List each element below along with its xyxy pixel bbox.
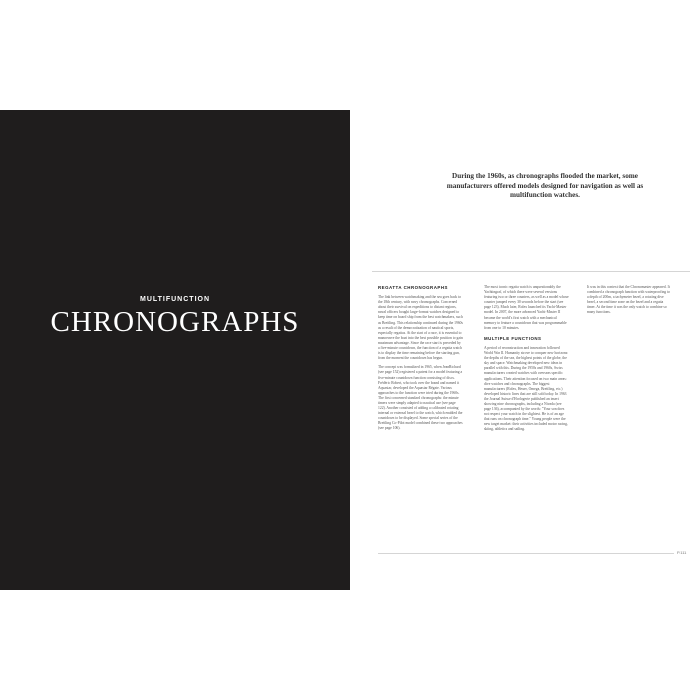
right-page: [350, 110, 700, 590]
section-heading-regatta: REGATTA CHRONOGRAPHS: [378, 285, 448, 290]
section-kicker: MULTIFUNCTION: [139, 296, 211, 303]
paragraph: The link between watchmaking and the sea goes back to the 18th century, with navy chronographs. Concerned about their survival on expeditions to distant regions, naval officers bought large-format watches designed to keep time on board ship from the best watchmakers, such as Breitling. This relationship continued during the 1960s as a result of the democratization of nautical sports, especially regattas. At the start of a race, it is essential to manoeuvre the boat into the best possible position to gain maximum advantage. Since the race start is preceded by a five-minute countdown, the function of a regatta watch is to display the time remaining before the starting gun, from the moment the countdown has begun.: [378, 295, 463, 361]
paragraph: The concept was formalized in 1965, when JeanRichard (see page 152) registered a patent for a model featuring a five-minute countdown function consisting of discs. Frédéric Robert, who took over the brand and named it Aquastar, developed the Aquastar Régate. Various approaches to the function were tried during the 1960s. The first concerned standard chronographs: the minute timers were simply adapted to nautical use (see page 122). Another consisted of adding a calibrated rotating internal or external bezel to the watch, which enabled the countdown to be displayed. Some special series of the Breitling Co-Pilot model combined these two approaches (see page 106).: [378, 365, 463, 431]
book-spread: [0, 110, 700, 590]
text-column-1: [378, 285, 463, 436]
text-column-3: [587, 285, 672, 320]
paragraph: It was in this context that the Chronomaster appeared. It combined a chronograph function with waterproofing to a depth of 200m, a tachymeter bezel, a rotating dive bezel, a second time zone on the bezel and a regatta timer. At the time it was the only watch to combine so many functions.: [587, 285, 670, 315]
left-page: [0, 110, 350, 590]
page-number: P.111: [677, 550, 687, 555]
text-column-2: [484, 285, 569, 437]
intro-text: During the 1960s, as chronographs flooded the market, some manufacturers offered models designed for navigation as well as multifunction watches.: [446, 172, 644, 200]
paragraph: A period of reconstruction and innovation followed World War II. Humanity strove to conquer new horizons: the depths of the sea, the highest points of the globe, the sky and space. Watchmaking developed new ideas in parallel with this. During the 1950s and 1960s, Swiss manufacturers created watches with overseas specific applications. Their attention focused on two main areas: dive watches and chronographs. The biggest manufacturers (Rolex, Heuer, Omega, Breitling, etc.) developed historic lines that are still sold today. In 1963 the Journal Suisse d'Horlogerie published an insert showing nine chronographs, including a Nivada (see page 136), accompanied by the words: "Your son does not respect your watch in the slightest. He is of an age that runs on chronograph time." Young people were the new target market: their activities included motor racing, skiing, athletics and sailing.: [484, 345, 569, 432]
top-rule: [372, 271, 690, 272]
chapter-title: CHRONOGRAPHS: [50, 306, 300, 338]
section-heading-multiple: MULTIPLE FUNCTIONS: [484, 335, 542, 341]
paragraph: The most iconic regatta watch is unquestionably the Yachtingraf, of which there were several versions featuring two or three counters, as well as a model whose counter jumped every 30 seconds before the start (see page 123). Much later, Rolex launched its Yacht-Master model. In 2007, the more advanced Yacht-Master II became the world's first watch with a mechanical memory to feature a countdown that was programmable from one to 10 minutes.: [484, 285, 569, 330]
bottom-rule: [378, 553, 674, 554]
